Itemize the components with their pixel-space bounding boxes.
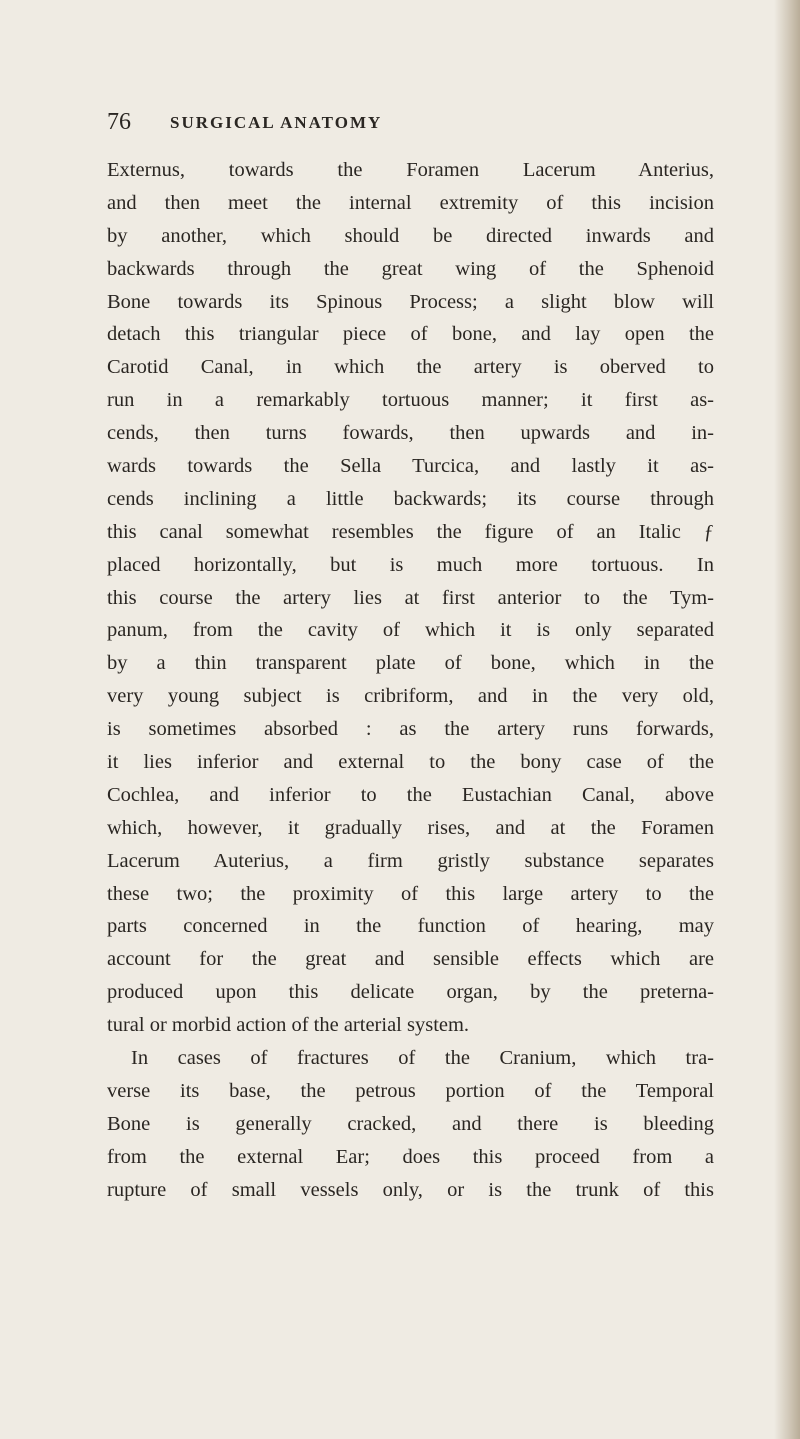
text-line: produced upon this delicate organ, by the preterna- (107, 981, 714, 1004)
text-line: tural or morbid action of the arterial system. (107, 1014, 470, 1037)
text-line: this course the artery lies at first anterior to the Tym- (107, 586, 714, 609)
text-line: backwards through the great wing of the Sphenoid (107, 257, 714, 280)
text-line: Cochlea, and inferior to the Eustachian Canal, above (107, 783, 714, 806)
text-line: Externus, towards the Foramen Lacerum Anterius, (107, 159, 714, 181)
text-line: and then meet the internal extremity of this incision (107, 191, 714, 214)
text-line: very young subject is cribriform, and in the very old, (107, 685, 714, 708)
text-line: wards towards the Sella Turcica, and lastly it as- (107, 455, 714, 478)
text-line: run in a remarkably tortuous manner; it first as- (107, 389, 714, 412)
text-line: verse its base, the petrous portion of the Temporal (107, 1079, 714, 1102)
text-line: cends inclining a little backwards; its course through (107, 487, 714, 510)
text-line: by a thin transparent plate of bone, which in the (107, 652, 714, 675)
text-line: this canal somewhat resembles the figure of an Italic ƒ (107, 520, 714, 543)
page-header (107, 106, 707, 138)
text-line: panum, from the cavity of which it is only separated (107, 619, 714, 642)
text-line: it lies inferior and external to the bony case of the (107, 751, 714, 774)
text-line: which, however, it gradually rises, and at the Foramen (107, 816, 714, 839)
text-line: by another, which should be directed inwards and (107, 224, 714, 247)
running-head: SURGICAL ANATOMY (170, 113, 383, 132)
text-line: placed horizontally, but is much more tortuous. In (107, 553, 714, 576)
text-line: cends, then turns fowards, then upwards and in- (107, 422, 714, 445)
text-line: is sometimes absorbed : as the artery runs forwards, (107, 718, 714, 741)
text-line: Bone is generally cracked, and there is bleeding (107, 1112, 714, 1135)
text-line: these two; the proximity of this large artery to the (107, 882, 714, 905)
body-text (107, 154, 714, 1207)
page-number: 76 (107, 109, 131, 135)
text-line: Bone towards its Spinous Process; a slight blow will (107, 290, 714, 313)
text-line: In cases of fractures of the Cranium, which tra- (131, 1047, 714, 1070)
text-line: Lacerum Auterius, a firm gristly substance separates (107, 849, 714, 872)
text-line: from the external Ear; does this proceed from a (107, 1145, 714, 1168)
text-line: rupture of small vessels only, or is the trunk of this (107, 1178, 714, 1201)
text-line: detach this triangular piece of bone, and lay open the (107, 323, 714, 346)
page-edge-shadow (774, 0, 800, 1439)
text-line: account for the great and sensible effects which are (107, 948, 714, 971)
text-line: Carotid Canal, in which the artery is oberved to (107, 356, 714, 379)
text-line: parts concerned in the function of hearing, may (107, 915, 714, 938)
